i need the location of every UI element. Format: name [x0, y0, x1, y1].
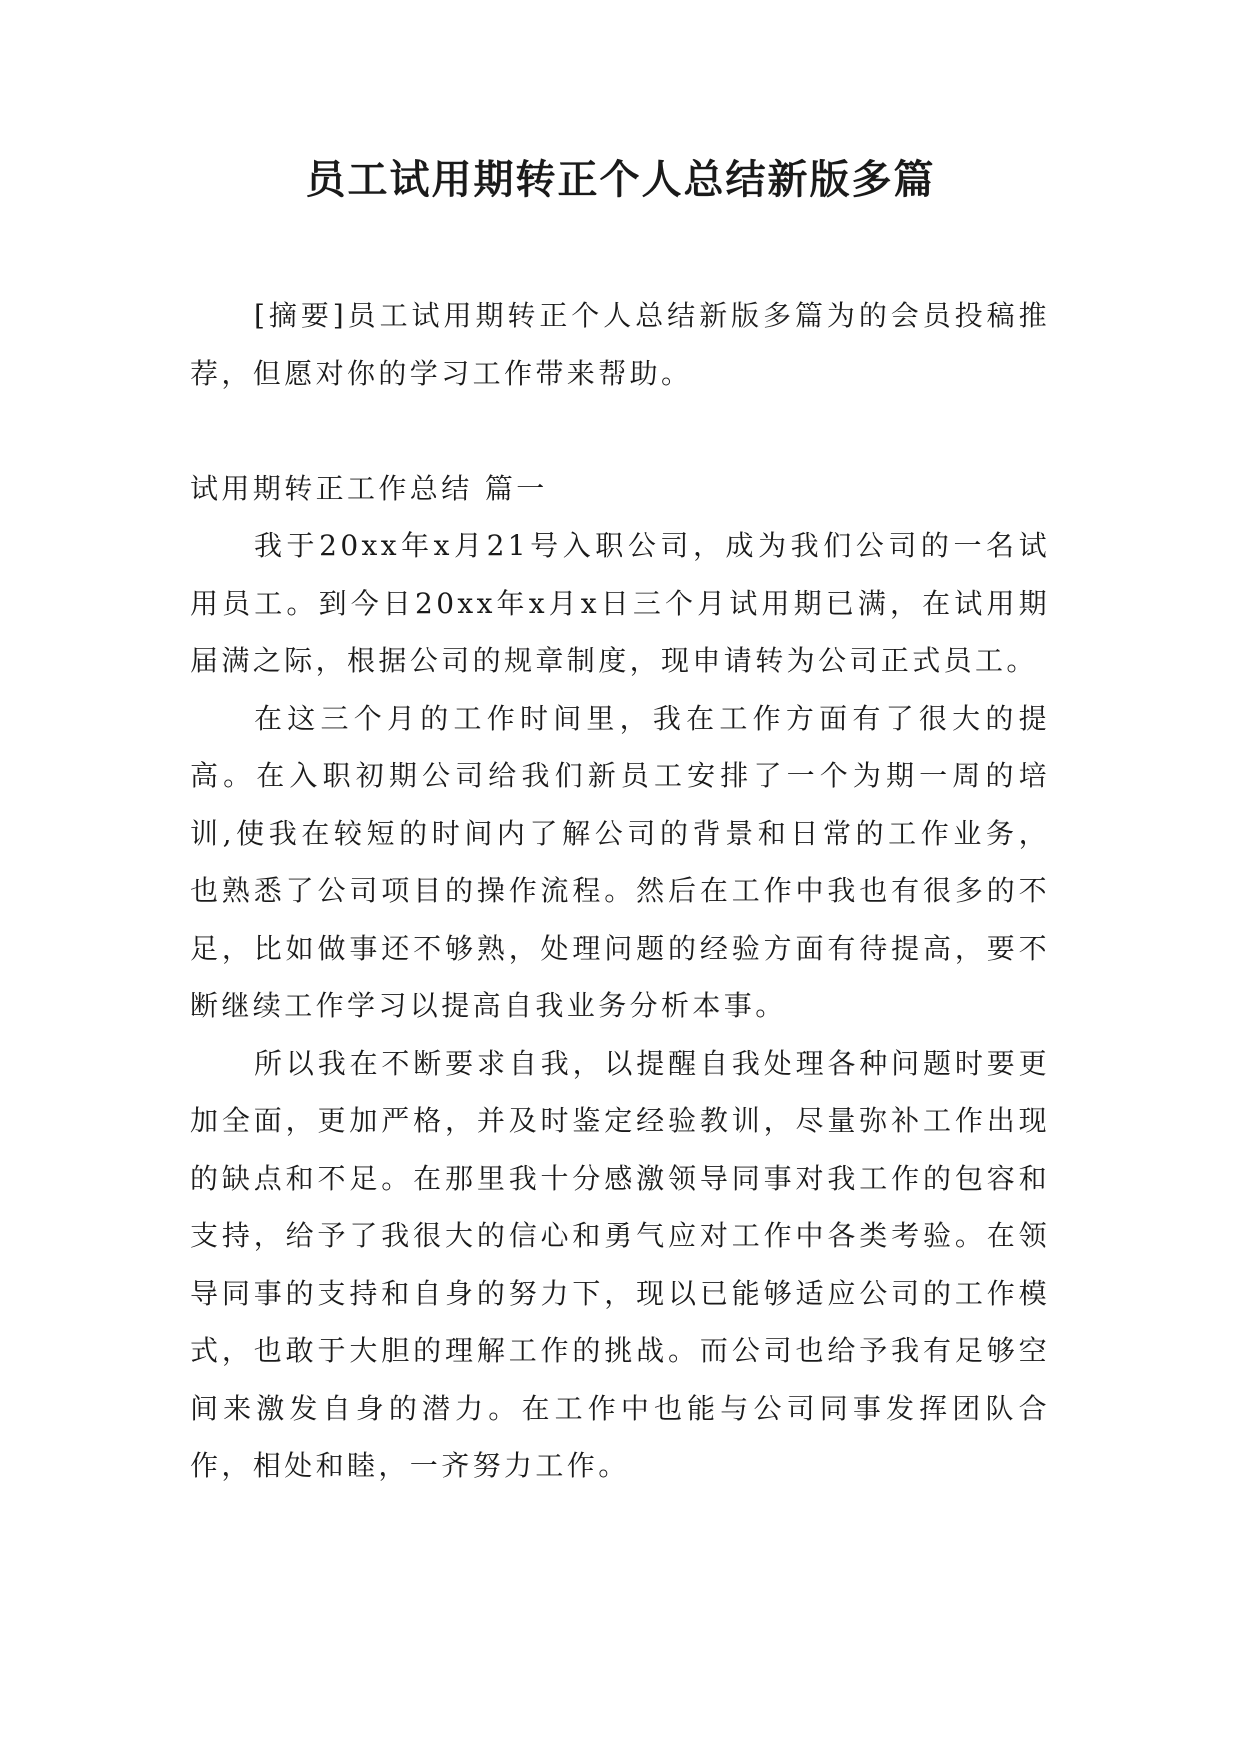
abstract-paragraph: [摘要]员工试用期转正个人总结新版多篇为的会员投稿推荐，但愿对你的学习工作带来帮助。 [190, 299, 1050, 390]
document-body [190, 287, 1050, 1495]
document-title: 员工试用期转正个人总结新版多篇 [305, 157, 936, 203]
body-paragraph-1: 我于20xx年x月21号入职公司，成为我们公司的一名试用员工。到今日20xx年x月x日三个月试用期已满，在试用期届满之际，根据公司的规章制度，现申请转为公司正式员工。 [190, 529, 1050, 677]
paragraph-spacer [190, 402, 1050, 460]
body-paragraph-3: 所以我在不断要求自我，以提醒自我处理各种问题时要更加全面，更加严格，并及时鉴定经验教训，尽量弥补工作出现的缺点和不足。在那里我十分感激领导同事对我工作的包容和支持，给予了我很大的信心和勇气应对工作中各类考验。在领导同事的支持和自身的努力下，现以已能够适应公司的工作模式，也敢于大胆的理解工作的挑战。而公司也给予我有足够空间来激发自身的潜力。在工作中也能与公司同事发挥团队合作，相处和睦，一齐努力工作。 [190, 1046, 1050, 1482]
body-paragraph-2: 在这三个月的工作时间里，我在工作方面有了很大的提高。在入职初期公司给我们新员工安排了一个为期一周的培训,使我在较短的时间内了解公司的背景和日常的工作业务，也熟悉了公司项目的操作流程。然后在工作中我也有很多的不足，比如做事还不够熟，处理问题的经验方面有待提高，要不断继续工作学习以提高自我业务分析本事。 [190, 701, 1050, 1022]
section-heading: 试用期转正工作总结 篇一 [190, 471, 548, 505]
